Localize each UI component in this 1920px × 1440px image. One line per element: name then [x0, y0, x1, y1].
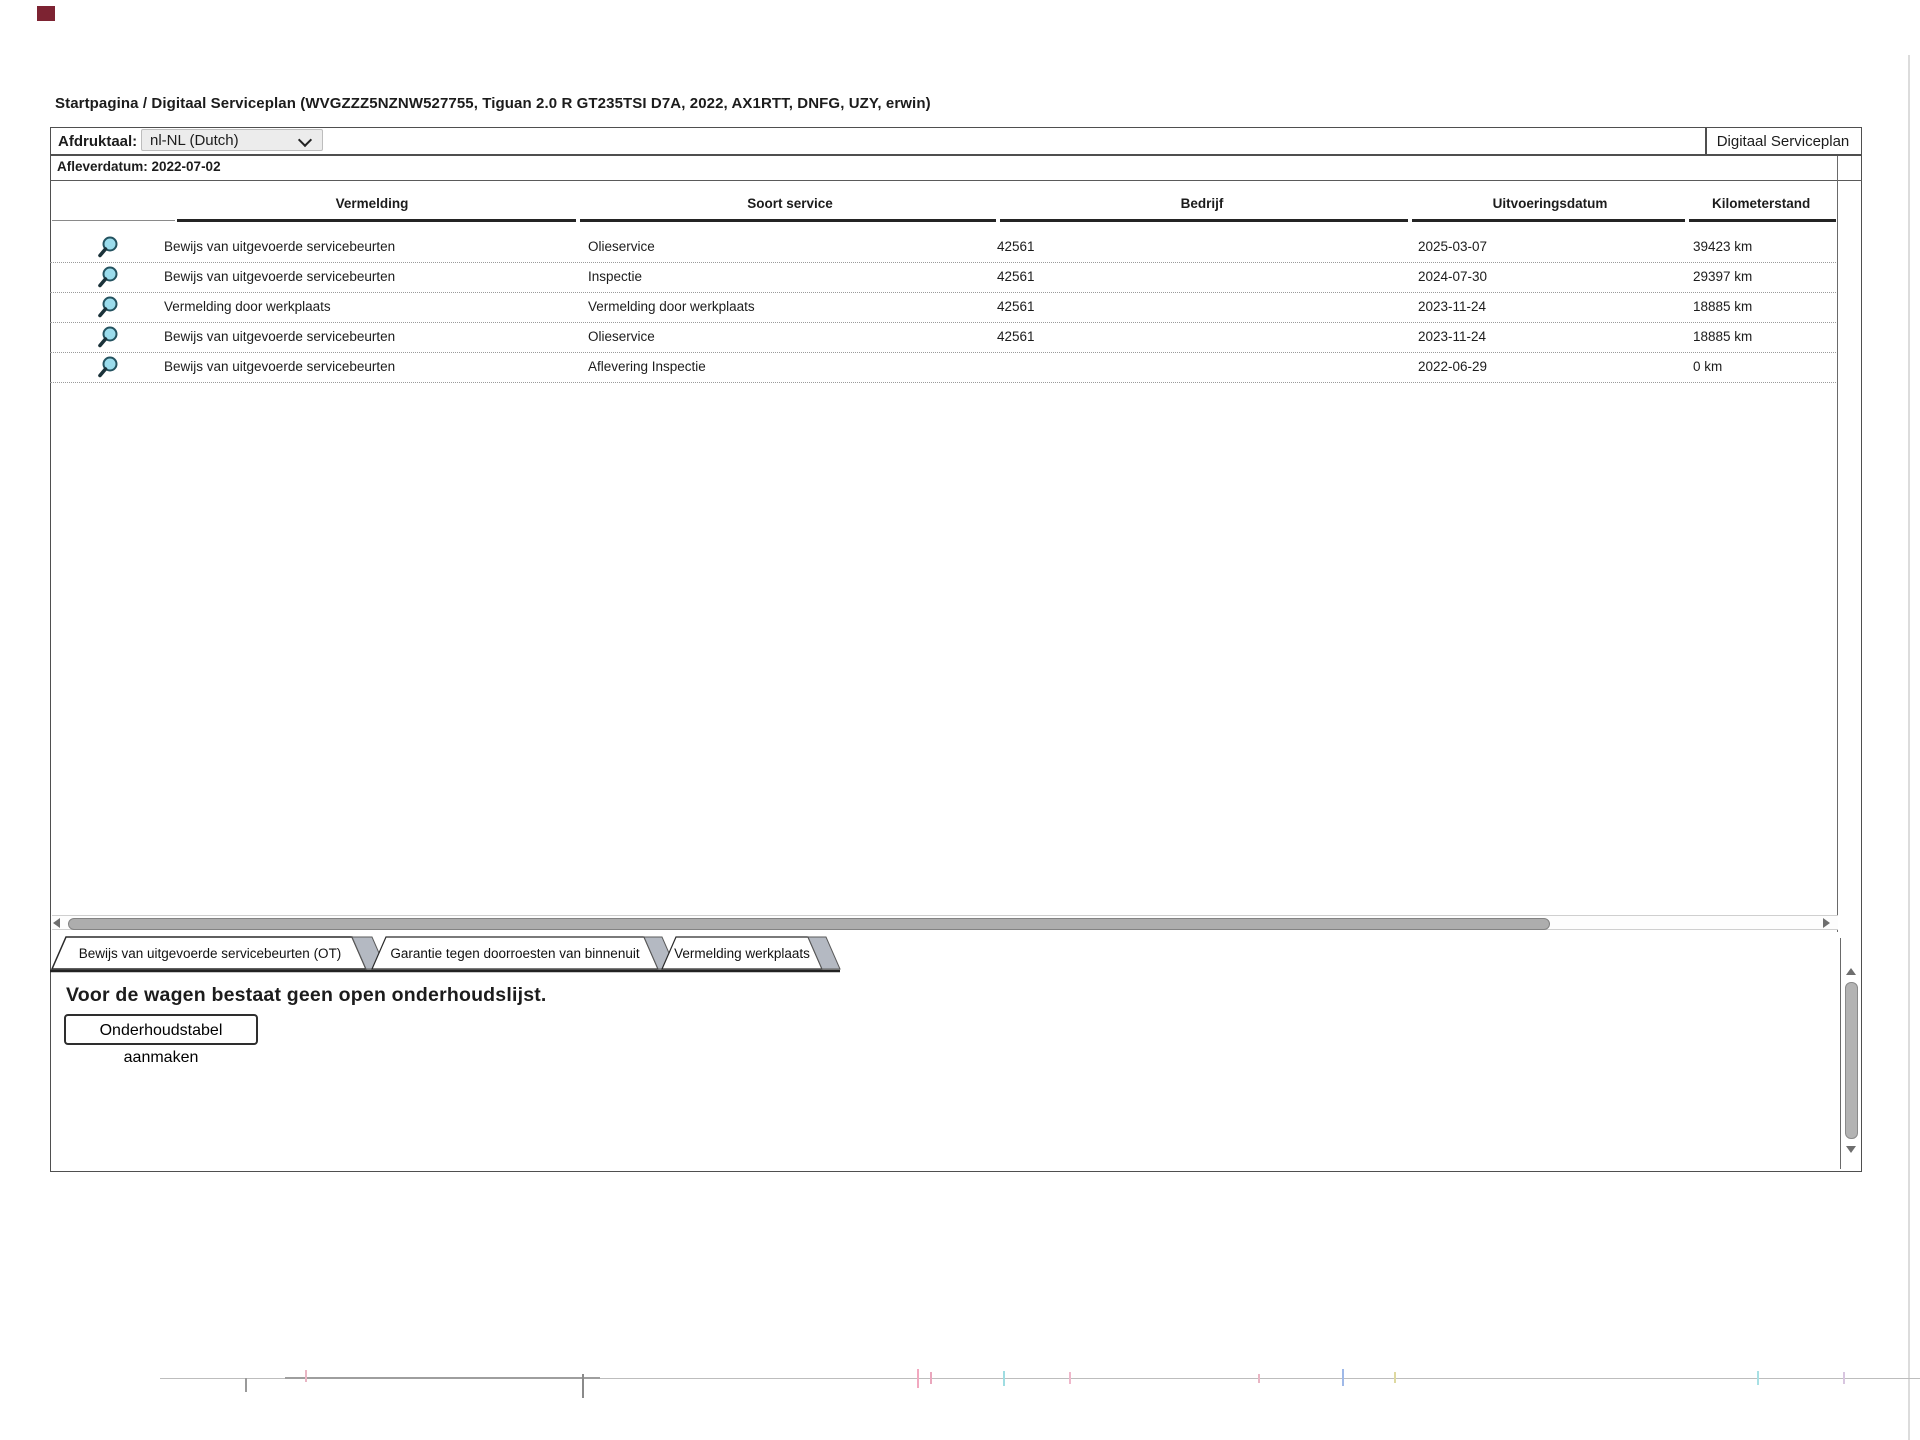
cell-kilometerstand: 29397 km: [1693, 269, 1753, 284]
vertical-scrollbar-thumb[interactable]: [1845, 982, 1858, 1139]
table-right-border: [1837, 156, 1838, 932]
header-underline-1: [177, 219, 576, 222]
page-title: Digitaal Serviceplan: [1716, 133, 1850, 150]
cell-soort-service: Inspectie: [588, 269, 643, 284]
cell-vermelding: Vermelding door werkplaats: [164, 299, 331, 314]
cell-vermelding: Bewijs van uitgevoerde servicebeurten: [164, 269, 396, 284]
column-header-soort-service: Soort service: [747, 196, 833, 211]
lower-pane-right-border: [1840, 938, 1841, 1169]
magnifier-icon[interactable]: [96, 295, 120, 324]
create-maintenance-table-button[interactable]: Onderhoudstabel aanmaken: [64, 1014, 258, 1045]
cell-soort-service: Olieservice: [588, 239, 655, 254]
scan-artifact-tick: [305, 1370, 307, 1382]
scan-artifact-tick: [930, 1372, 932, 1384]
cell-soort-service: Vermelding door werkplaats: [588, 299, 755, 314]
magnifier-icon[interactable]: [96, 355, 120, 384]
cell-kilometerstand: 0 km: [1693, 359, 1723, 374]
magnifier-icon[interactable]: [96, 265, 120, 294]
header-underline-5: [1689, 219, 1836, 222]
scan-artifact-tick: [1069, 1372, 1071, 1384]
tab-label[interactable]: Vermelding werkplaats: [674, 946, 810, 961]
arrow-down-icon[interactable]: [1846, 1146, 1856, 1153]
arrow-left-icon[interactable]: [53, 918, 60, 928]
arrow-up-icon[interactable]: [1846, 968, 1856, 975]
cell-uitvoeringsdatum: 2025-03-07: [1418, 239, 1488, 254]
arrow-right-icon[interactable]: [1823, 918, 1830, 928]
scan-artifact-right-line: [1908, 55, 1910, 1440]
column-header-kilometerstand: Kilometerstand: [1712, 196, 1811, 211]
tab-strip: [50, 936, 850, 974]
header-underline-2: [580, 219, 996, 222]
column-header-uitvoeringsdatum: Uitvoeringsdatum: [1492, 196, 1608, 211]
cell-soort-service: Olieservice: [588, 329, 655, 344]
scan-artifact-tick: [1003, 1371, 1005, 1386]
scan-artifact-bottom-line-dark: [285, 1377, 600, 1379]
scan-artifact-tick: [1342, 1369, 1344, 1386]
print-language-value: nl-NL (Dutch): [150, 132, 239, 149]
cell-vermelding: Bewijs van uitgevoerde servicebeurten: [164, 329, 396, 344]
cell-bedrijf: 42561: [997, 269, 1035, 284]
chevron-down-icon: [298, 133, 312, 147]
topbar-divider: [50, 154, 1862, 156]
table-row: [50, 232, 1836, 263]
scan-artifact-tick: [1843, 1372, 1845, 1384]
scan-artifact-tick: [245, 1378, 247, 1392]
empty-state-message: Voor de wagen bestaat geen open onderhoudslijst.: [66, 984, 547, 1006]
cell-uitvoeringsdatum: 2022-06-29: [1418, 359, 1488, 374]
column-header-vermelding: Vermelding: [335, 196, 409, 211]
cell-uitvoeringsdatum: 2023-11-24: [1418, 329, 1487, 344]
cell-vermelding: Bewijs van uitgevoerde servicebeurten: [164, 239, 396, 254]
breadcrumb[interactable]: Startpagina / Digitaal Serviceplan (WVGZZZ5NZNW527755, Tiguan 2.0 R GT235TSI D7A, 2022, AX1RTT, DNFG, UZY, erwin): [55, 95, 931, 112]
tab-label[interactable]: Bewijs van uitgevoerde servicebeurten (OT): [78, 946, 342, 961]
delivery-date: Afleverdatum: 2022-07-02: [57, 159, 221, 174]
print-language-select[interactable]: [141, 129, 323, 151]
cell-kilometerstand: 18885 km: [1693, 299, 1753, 314]
column-header-bedrijf: Bedrijf: [1180, 196, 1224, 211]
cell-vermelding: Bewijs van uitgevoerde servicebeurten: [164, 359, 396, 374]
cell-bedrijf: 42561: [997, 239, 1035, 254]
scan-artifact-tick: [1757, 1371, 1759, 1385]
tab-label[interactable]: Garantie tegen doorroesten van binnenuit: [390, 946, 640, 961]
print-language-label: Afdruktaal:: [58, 133, 138, 150]
scan-artifact-tick: [1394, 1372, 1396, 1383]
header-underline-4: [1412, 219, 1685, 222]
header-underline-3: [1000, 219, 1408, 222]
scan-artifact-red-mark: [37, 6, 55, 21]
scan-artifact-tick: [1258, 1374, 1260, 1383]
cell-soort-service: Aflevering Inspectie: [588, 359, 706, 374]
cell-bedrijf: 42561: [997, 299, 1035, 314]
table-row: [50, 352, 1836, 383]
table-row: [50, 292, 1836, 323]
cell-bedrijf: 42561: [997, 329, 1035, 344]
magnifier-icon[interactable]: [96, 235, 120, 264]
cell-uitvoeringsdatum: 2023-11-24: [1418, 299, 1487, 314]
cell-kilometerstand: 39423 km: [1693, 239, 1753, 254]
delivery-date-divider: [50, 180, 1862, 181]
scan-artifact-tick: [582, 1374, 584, 1398]
cell-uitvoeringsdatum: 2024-07-30: [1418, 269, 1488, 284]
table-row: [50, 262, 1836, 293]
cell-kilometerstand: 18885 km: [1693, 329, 1753, 344]
scan-artifact-tick: [917, 1369, 919, 1388]
horizontal-scrollbar-thumb[interactable]: [68, 918, 1550, 930]
magnifier-icon[interactable]: [96, 325, 120, 354]
header-underline-icon-col: [52, 220, 175, 221]
table-row: [50, 322, 1836, 353]
